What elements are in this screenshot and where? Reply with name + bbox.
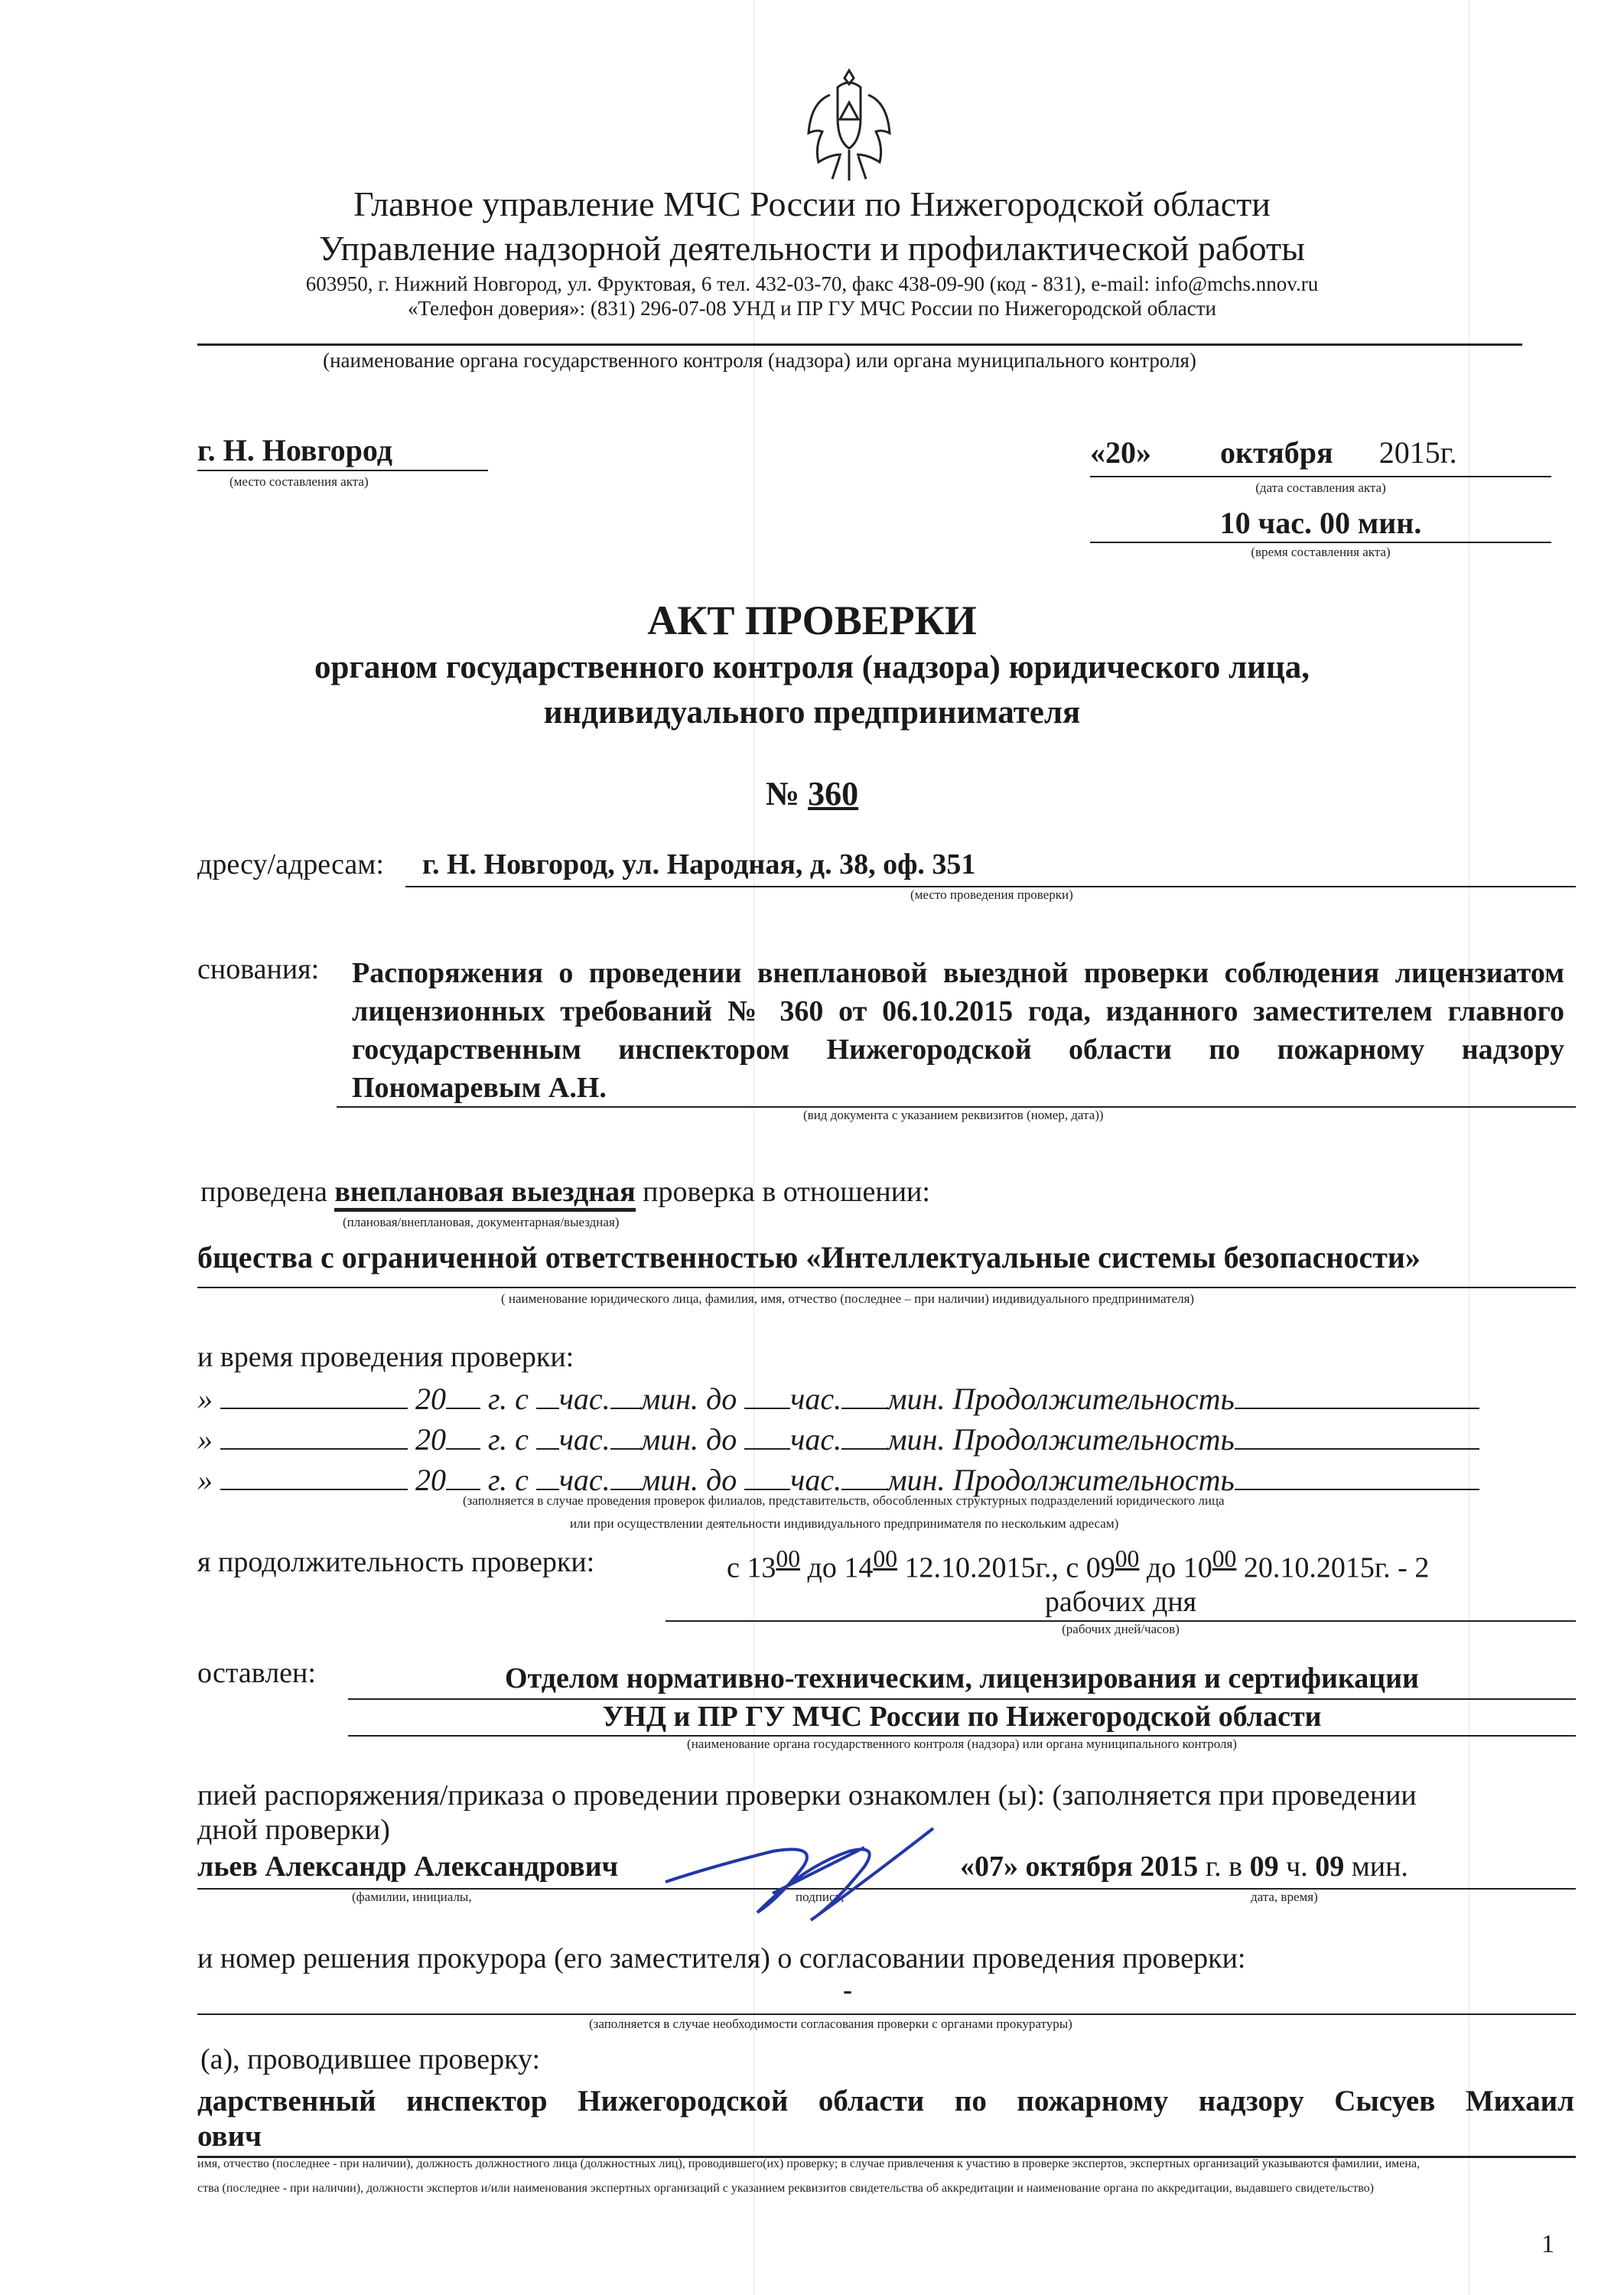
- address-label: дресу/адресам:: [197, 848, 384, 881]
- time-value: 10 час. 00 мин.: [1219, 506, 1422, 540]
- schedule-rows: [197, 1377, 1582, 1499]
- address-value: г. Н. Новгород, ул. Народная, д. 38, оф. 351: [422, 848, 976, 881]
- compiled-line1: Отделом нормативно-техническим, лицензирования и сертификации: [505, 1662, 1419, 1694]
- basis-caption: (вид документа с указанием реквизитов (номер, дата)): [803, 1108, 1104, 1122]
- subject-value: бщества с ограниченной ответственностью «Интеллектуальные системы безопасности»: [197, 1240, 1421, 1274]
- header-ministry: Главное управление МЧС России по Нижегородской области: [353, 184, 1271, 223]
- header-department: Управление надзорной деятельности и профилактической работы: [318, 229, 1306, 268]
- acquainted-date: «07» октября 2015 г. в 09 ч. 09 мин.: [960, 1851, 1408, 1883]
- address-caption: (место проведения проверки): [910, 887, 1073, 902]
- header-hotline: «Телефон доверия»: (831) 296-07-08 УНД и ПР ГУ МЧС России по Нижегородской области: [408, 297, 1216, 320]
- prosecutor-caption: (заполняется в случае необходимости согласования проверки с органами прокуратуры): [589, 2017, 1072, 2031]
- duration-label: я продолжительность проверки:: [197, 1546, 595, 1578]
- inspector-caption-2: ства (последнее - при наличии), должности экспертов и/или наименования экспертных организаций с указанием реквизитов свидетельства об аккредитации и наименование органа по аккредитации, выдавшего свидетельство): [197, 2182, 1374, 2195]
- caption-name: (фамилии, инициалы,: [352, 1890, 472, 1904]
- inspection-type-line: [200, 1175, 930, 1209]
- schedule-row: » 20 г. с час. мин. до час. мин. Продолжительность: [197, 1418, 1582, 1458]
- inspector-label: (а), проводившее проверку:: [200, 2043, 541, 2075]
- date-month: октября: [1220, 435, 1333, 470]
- inspection-prefix: проведена: [200, 1176, 327, 1208]
- prosecutor-underline: [197, 2013, 1576, 2015]
- date-value: [1090, 435, 1549, 470]
- schedule-label: и время проведения проверки:: [197, 1341, 574, 1373]
- schedule-caption-2: или при осуществлении деятельности индивидуального предпринимателя по нескольким адресам): [570, 1516, 1119, 1531]
- inspector-text-1: дарственный инспектор Нижегородской области по пожарному надзору Сысуев Михаил: [197, 2085, 1574, 2118]
- duration-value: с $13^{00}$ до $14^{00}$ 12.10.2015г., с $09^{00}$ до $10^{00}$ 20.10.2015г. - 2: [727, 1545, 1430, 1584]
- number-prefix: №: [765, 775, 800, 812]
- prosecutor-text: и номер решения прокурора (его заместителя) о согласовании проведения проверки:: [197, 1942, 1246, 1974]
- divider: [197, 343, 1522, 346]
- act-subtitle-1: органом государственного контроля (надзора) юридического лица,: [314, 649, 1310, 685]
- header-address: 603950, г. Нижний Новгород, ул. Фруктовая, 6 тел. 432-03-70, факс 438-09-90 (код - 831), e-mail: info@mchs.nnov.ru: [305, 272, 1319, 295]
- organ-caption: (наименование органа государственного контроля (надзора) или органа муниципального контроля): [323, 349, 1196, 372]
- basis-text: Распоряжения о проведении внеплановой выездной проверки соблюдения лицензиатом лицензионных требований № 360 от 06.10.2015 года, изданного заместителем главного государственным инспектором Нижегородской области по пожарному надзору Пономаревым А.Н.: [352, 957, 1564, 1104]
- compiled-caption: (наименование органа государственного контроля (надзора) или органа муниципального контроля): [687, 1737, 1237, 1751]
- inspector-caption-1: имя, отчество (последнее - при наличии), должность должностного лица (должностных лиц), проводившего(их) проверку; в случае привлечения к участию в проверке экспертов, экспертных организаций указываются фамилии, имена,: [197, 2157, 1421, 2170]
- date-day: «20»: [1090, 435, 1151, 470]
- emblem-icon: [803, 64, 895, 187]
- acquainted-text-1: пией распоряжения/приказа о проведении проверки ознакомлен (ы): (заполняется при проведении: [197, 1779, 1417, 1812]
- time-caption: (время составления акта): [1251, 545, 1391, 559]
- page-number: 1: [1541, 2230, 1554, 2258]
- date-year: 2015г.: [1378, 435, 1457, 470]
- place-underline: [197, 470, 488, 471]
- inspection-suffix: проверка в отношении:: [643, 1176, 930, 1208]
- basis-label: снования:: [197, 953, 320, 985]
- caption-signature: подпись,: [796, 1890, 845, 1904]
- subject-caption: ( наименование юридического лица, фамилия, имя, отчество (последнее – при наличии) индивидуального предпринимателя): [501, 1291, 1195, 1306]
- acquainted-text-2: дной проверки): [197, 1814, 390, 1846]
- signature-icon: [658, 1821, 949, 1928]
- act-number: [0, 774, 1624, 813]
- schedule-row: » 20 г. с час. мин. до час. мин. Продолжительность: [197, 1377, 1582, 1418]
- schedule-row: » 20 г. с час. мин. до час. мин. Продолжительность: [197, 1458, 1582, 1499]
- place-value: г. Н. Новгород: [197, 433, 392, 467]
- subject-underline: [197, 1287, 1576, 1288]
- number-value: 360: [808, 775, 859, 812]
- prosecutor-value: -: [843, 1974, 852, 2005]
- act-subtitle-2: индивидуального предпринимателя: [543, 695, 1081, 731]
- caption-date: дата, время): [1251, 1890, 1318, 1904]
- compiled-line2: УНД и ПР ГУ МЧС России по Нижегородской области: [602, 1701, 1322, 1733]
- inspection-type-value: внеплановая выездная: [334, 1176, 635, 1212]
- duration-caption: (рабочих дней/часов): [1062, 1622, 1180, 1636]
- acquainted-name: льев Александр Александрович: [197, 1851, 619, 1883]
- date-caption: (дата составления акта): [1255, 480, 1386, 495]
- act-title: АКТ ПРОВЕРКИ: [647, 597, 977, 643]
- place-caption: (место составления акта): [229, 474, 369, 489]
- inspector-text-2: ович: [197, 2120, 262, 2153]
- schedule-caption-1: (заполняется в случае проведения проверок филиалов, представительств, обособленных структурных подразделений юридического лица: [463, 1493, 1225, 1508]
- compiled-label: оставлен:: [197, 1657, 316, 1689]
- date-underline: [1090, 476, 1551, 477]
- duration-line2: рабочих дня: [1044, 1586, 1197, 1618]
- inspection-type-caption: (плановая/внеплановая, документарная/выездная): [343, 1215, 620, 1229]
- time-underline: [1090, 542, 1551, 543]
